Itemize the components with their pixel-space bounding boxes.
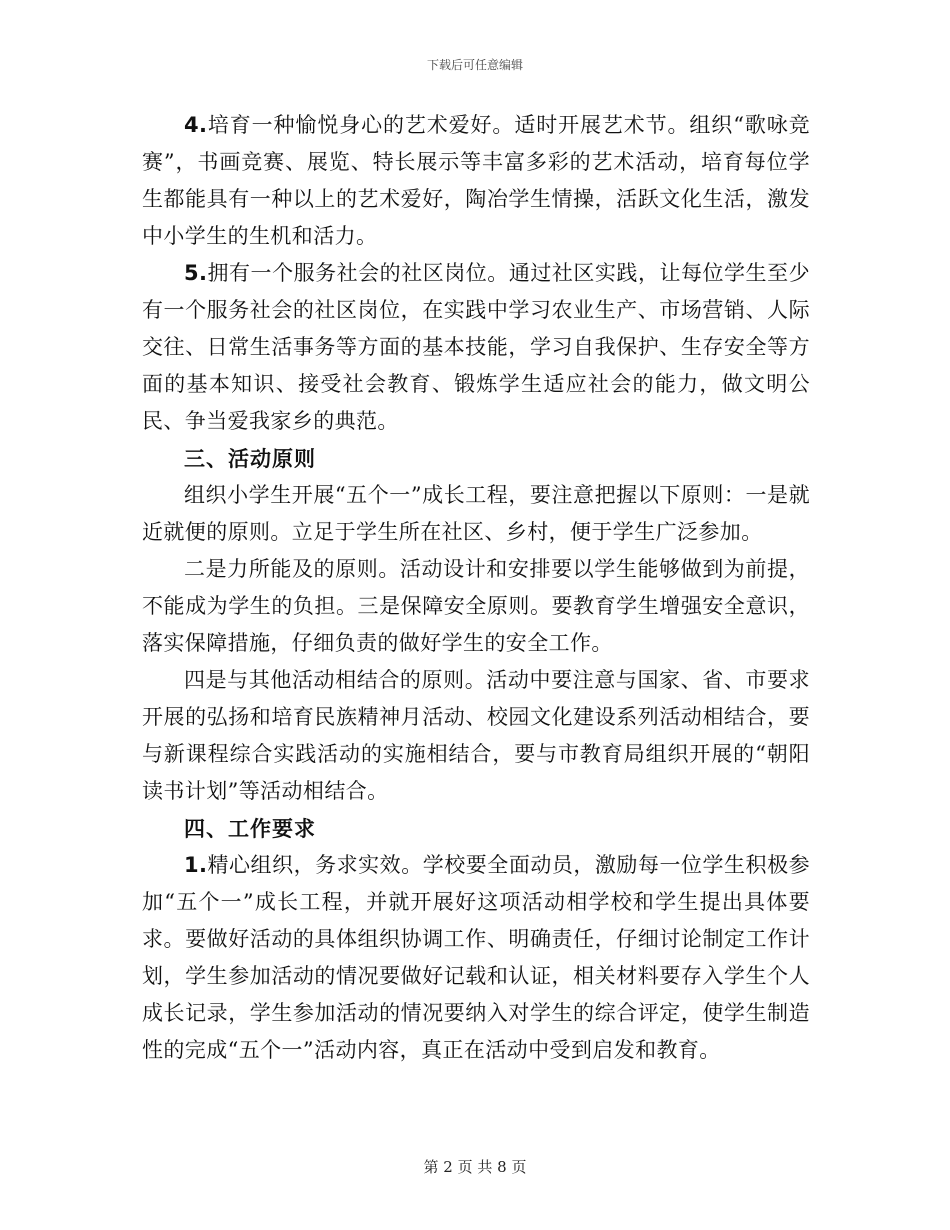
paragraph-text: 培育一种愉悦身心的艺术爱好。适时开展艺术节。组织“歌咏竞赛”，书画竞赛、展览、特长展示等丰富多彩的艺术活动，培育每位学生都能具有一种以上的艺术爱好，陶冶学生情操，活跃文化生活，激发中小学生的生机和活力。 [142, 113, 810, 248]
paragraph-principle-4: 四是与其他活动相结合的原则。活动中要注意与国家、省、市要求开展的弘扬和培育民族精神月活动、校园文化建设系列活动相结合，要与新课程综合实践活动的实施相结合，要与市教育局组织开展的“朝阳读书计划”等活动相结合。 [142, 668, 810, 803]
paragraph-text: 拥有一个服务社会的社区岗位。通过社区实践，让每位学生至少有一个服务社会的社区岗位，在实践中学习农业生产、市场营销、人际交往、日常生活事务等方面的基本技能，学习自我保护、生存安全等方面的基本知识、接受社会教育、锻炼学生适应社会的能力，做文明公民、争当爱我家乡的典范。 [142, 261, 810, 433]
page-header: 下载后可任意编辑 [426, 58, 523, 72]
document-body [142, 107, 810, 1069]
paragraph-text: 精心组织，务求实效。学校要全面动员，激励每一位学生积极参加“五个一”成长工程，并就开展好这项活动相学校和学生提出具体要求。要做好活动的具体组织协调工作、明确责任，仔细讨论制定工作计划，学生参加活动的情况要做好记载和认证，相关材料要存入学生个人成长记录，学生参加活动的情况要纳入对学生的综合评定，使学生制造性的完成“五个一”活动内容，真正在活动中受到启发和教育。 [142, 853, 810, 1062]
paragraph-item-4 [142, 107, 810, 255]
section-heading-requirements: 四、工作要求 [184, 816, 316, 841]
item-number: 5. [184, 261, 208, 285]
item-number: 1. [184, 853, 208, 877]
paragraph-principle-1: 组织小学生开展“五个一”成长工程，要注意把握以下原则：一是就近就便的原则。立足于学生所在社区、乡村，便于学生广泛参加。 [142, 483, 810, 544]
page-footer: 第 2 页 共 8 页 [423, 1158, 527, 1176]
item-number: 4. [184, 113, 208, 137]
section-heading-principles: 三、活动原则 [184, 446, 316, 471]
paragraph-requirement-1 [142, 847, 810, 1069]
paragraph-principle-2-3: 二是力所能及的原则。活动设计和安排要以学生能够做到为前提，不能成为学生的负担。三是保障安全原则。要教育学生增强安全意识，落实保障措施，仔细负责的做好学生的安全工作。 [142, 557, 810, 655]
paragraph-item-5 [142, 255, 810, 440]
